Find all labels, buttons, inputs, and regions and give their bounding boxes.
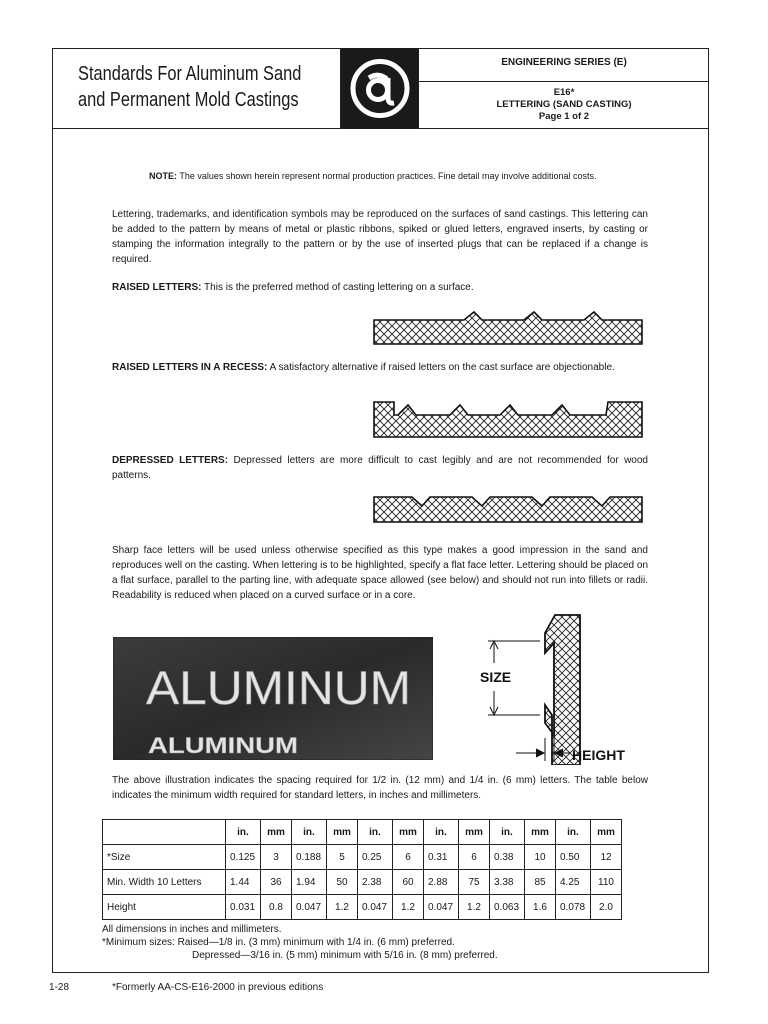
table-cell: 110 <box>591 870 622 895</box>
table-cell: 0.38 <box>490 845 525 870</box>
aluminum-lettering-photo <box>113 637 433 760</box>
table-cell: 75 <box>459 870 490 895</box>
recess-label: RAISED LETTERS IN A RECESS: <box>112 362 268 373</box>
table-cell: 12 <box>591 845 622 870</box>
table-cell: 0.25 <box>358 845 393 870</box>
photo-large-text: ALUMINUM <box>146 661 411 714</box>
series-label: ENGINEERING SERIES (E) <box>501 57 627 68</box>
spacing-paragraph: The above illustration indicates the spacing required for 1/2 in. (12 mm) and 1/4 in. (6 mm) letters. The table below indicates the minimum width required for standard letters, in inches and millimeters. <box>112 775 648 801</box>
table-row <box>103 845 622 870</box>
size-height-diagram <box>470 613 660 765</box>
footnote-units: All dimensions in inches and millimeters. <box>102 924 282 935</box>
table-cell: 0.047 <box>292 895 327 920</box>
table-cell: 1.44 <box>226 870 261 895</box>
table-header-cell: mm <box>261 820 292 845</box>
raised-letters-paragraph: RAISED LETTERS: This is the preferred method of casting lettering on a surface. <box>112 282 474 293</box>
sharp-face-paragraph: Sharp face letters will be used unless otherwise specified as this type makes a good impression in the sand and reproduces well on the casting. When lettering is to be highlighted, specify a flat face letter. Lettering should be placed on a flat surface, parallel to the parting line, with adequate space allowed (see below) and should not run into fillets or radii. Readability is reduced when placed on a curved surface or in a core. <box>112 545 648 601</box>
table-header-cell: mm <box>525 820 556 845</box>
header-subtitle <box>419 87 709 123</box>
table-cell: 1.6 <box>525 895 556 920</box>
note-text: The values shown herein represent normal production practices. Fine detail may involve additional costs. <box>177 171 597 181</box>
minimum-width-table <box>102 819 622 920</box>
table-cell: 3.38 <box>490 870 525 895</box>
table-cell: 5 <box>327 845 358 870</box>
table-header-cell: in. <box>424 820 459 845</box>
table-cell: 0.8 <box>261 895 292 920</box>
document-title <box>78 61 301 113</box>
table-cell: 1.2 <box>393 895 424 920</box>
intro-paragraph: Lettering, trademarks, and identification symbols may be reproduced on the surfaces of sand castings. This lettering can be added to the pattern by means of metal or plastic ribbons, spiked or glued letters, engraved inserts, by casting or stamping the information integrally to the pattern or by the use of inserted plugs that can be replaced if a change is required. <box>112 209 648 265</box>
recess-paragraph: RAISED LETTERS IN A RECESS: A satisfactory alternative if raised letters on the cast surface are objectionable. <box>112 362 615 373</box>
table-header-row <box>103 820 622 845</box>
standard-code: E16* <box>553 87 575 98</box>
table-header-cell <box>103 820 226 845</box>
note-label: NOTE: <box>149 171 177 181</box>
table-cell: 0.047 <box>424 895 459 920</box>
note <box>149 171 613 182</box>
table-cell: 3 <box>261 845 292 870</box>
table-cell: 60 <box>393 870 424 895</box>
standard-topic: LETTERING (SAND CASTING) <box>496 99 632 110</box>
table-cell: 0.031 <box>226 895 261 920</box>
table-cell: 36 <box>261 870 292 895</box>
table-cell: 0.50 <box>556 845 591 870</box>
table-cell: 0.31 <box>424 845 459 870</box>
table-header-cell: in. <box>358 820 393 845</box>
table-row-label: Min. Width 10 Letters <box>103 870 226 895</box>
recessed-letters-section-diagram <box>372 397 644 441</box>
table-cell: 50 <box>327 870 358 895</box>
table-cell: 10 <box>525 845 556 870</box>
depressed-letters-section-diagram <box>372 492 644 526</box>
table-cell: 1.94 <box>292 870 327 895</box>
title-line-1: Standards For Aluminum Sand <box>78 63 302 85</box>
page-indicator: Page 1 of 2 <box>538 111 590 122</box>
header-divider <box>419 81 709 82</box>
table-cell: 0.047 <box>358 895 393 920</box>
photo-small-text: ALUMINUM <box>148 733 298 758</box>
size-label: SIZE <box>480 669 512 685</box>
table-cell: 1.2 <box>459 895 490 920</box>
footnote-depressed: Depressed—3/16 in. (5 mm) minimum with 5/16 in. (8 mm) preferred. <box>192 950 498 961</box>
table-cell: 2.38 <box>358 870 393 895</box>
raised-letters-section-diagram <box>372 306 644 348</box>
table-header-cell: in. <box>556 820 591 845</box>
table-cell: 0.078 <box>556 895 591 920</box>
table-footnotes <box>102 923 498 962</box>
table-header-cell: in. <box>226 820 261 845</box>
height-label: HEIGHT <box>572 747 625 763</box>
table-cell: 6 <box>459 845 490 870</box>
table-row <box>103 895 622 920</box>
depressed-letters-paragraph: DEPRESSED LETTERS: Depressed letters are more difficult to cast legibly and are not recommended for wood patterns. <box>112 455 648 481</box>
table-header-cell: mm <box>591 820 622 845</box>
table-cell: 1.2 <box>327 895 358 920</box>
title-line-2: and Permanent Mold Castings <box>78 89 299 111</box>
raised-letters-label: RAISED LETTERS: <box>112 282 202 293</box>
table-header-cell: in. <box>292 820 327 845</box>
table-cell: 4.25 <box>556 870 591 895</box>
table-row <box>103 870 622 895</box>
table-header-cell: mm <box>393 820 424 845</box>
table-row-label: *Size <box>103 845 226 870</box>
page-number: 1-28 <box>49 982 70 993</box>
table-header-cell: mm <box>327 820 358 845</box>
table-cell: 2.88 <box>424 870 459 895</box>
table-cell: 85 <box>525 870 556 895</box>
table-cell: 0.125 <box>226 845 261 870</box>
table-row-label: Height <box>103 895 226 920</box>
aluminum-association-logo <box>341 48 419 129</box>
former-edition-note: *Formerly AA-CS-E16-2000 in previous editions <box>112 982 324 993</box>
depressed-letters-label: DEPRESSED LETTERS: <box>112 455 229 466</box>
table-header-cell: in. <box>490 820 525 845</box>
table-cell: 0.188 <box>292 845 327 870</box>
table-header-cell: mm <box>459 820 490 845</box>
table-cell: 0.063 <box>490 895 525 920</box>
table-cell: 2.0 <box>591 895 622 920</box>
footnote-min-sizes: *Minimum sizes: Raised—1/8 in. (3 mm) minimum with 1/4 in. (6 mm) preferred. <box>102 937 455 948</box>
table-cell: 6 <box>393 845 424 870</box>
